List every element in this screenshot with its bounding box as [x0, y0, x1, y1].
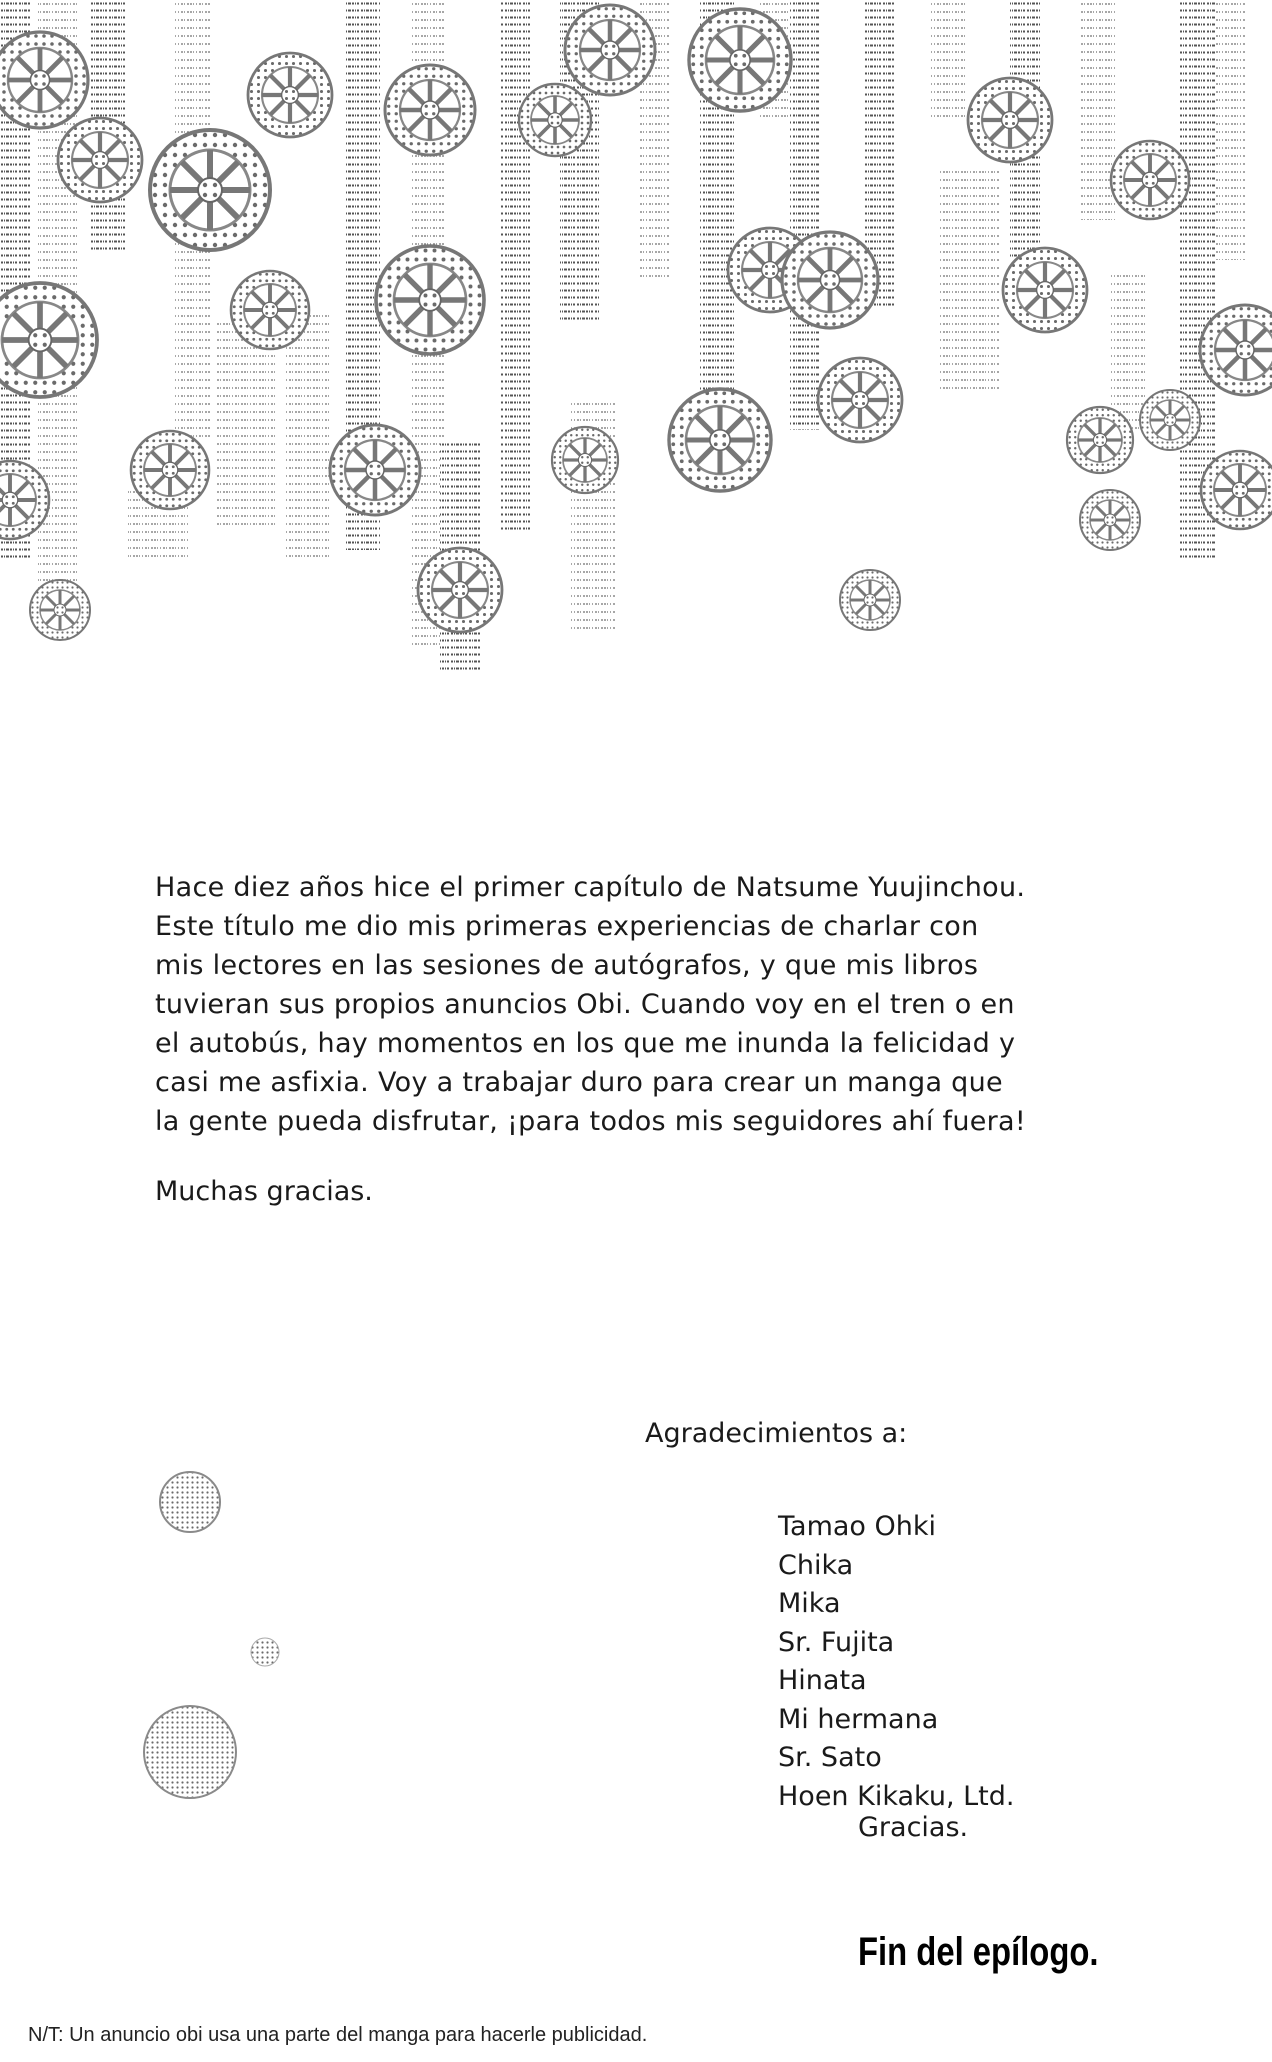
acknowledgements-closing: Gracias. [858, 1812, 969, 1843]
texture-stripe [1080, 0, 1115, 220]
wheel-ornament [385, 65, 475, 155]
acknowledgement-name: Sr. Sato [778, 1742, 882, 1773]
wheel-ornament [150, 130, 270, 250]
acknowledgement-name: Mi hermana [778, 1703, 939, 1735]
acknowledgements-heading: Agradecimientos a: [645, 1418, 908, 1449]
decorative-header-illustration [0, 0, 1272, 680]
wheel-ornament [1067, 407, 1133, 473]
texture-stripe [215, 320, 275, 530]
end-label: Fin del epílogo. [858, 1930, 1099, 1974]
wheel-ornament [689, 9, 791, 111]
wheel-ornament [968, 78, 1052, 162]
texture-stripe [1215, 0, 1245, 260]
wheel-ornament [0, 283, 97, 397]
texture-stripe [1110, 270, 1145, 430]
wheel-ornament [418, 548, 502, 632]
wheel-ornament [519, 84, 591, 156]
acknowledgement-name: Sr. Fujita [778, 1626, 895, 1658]
wheel-ornament [1080, 490, 1140, 550]
texture-stripe [500, 0, 530, 530]
wheel-ornament [1201, 451, 1272, 529]
wheel-ornament [1111, 141, 1189, 219]
afterword-closing: Muchas gracias. [155, 1176, 373, 1207]
acknowledgement-name: Hoen Kikaku, Ltd. [778, 1780, 1015, 1812]
afterword-line: casi me asfixia. Voy a trabajar duro para crear un manga que [155, 1067, 1003, 1098]
wheel-ornament [330, 425, 420, 515]
afterword-line: mis lectores en las sesiones de autógrafos, y que mis libros [155, 950, 979, 981]
wheel-ornament [376, 246, 484, 354]
texture-stripe [940, 170, 1000, 390]
decorative-footer-circles [130, 1470, 310, 1830]
wheel-ornament [0, 32, 88, 128]
texture-circle [144, 1706, 236, 1798]
acknowledgement-name: Hinata [778, 1665, 867, 1696]
wheel-ornament [1140, 390, 1200, 450]
acknowledgement-name: Chika [778, 1549, 854, 1581]
wheel-ornament [782, 232, 878, 328]
afterword-line: la gente pueda disfrutar, ¡para todos mis seguidores ahí fuera! [155, 1106, 1027, 1137]
afterword-message [155, 868, 1135, 1141]
wheel-ornament [565, 5, 655, 95]
acknowledgement-name: Tamao Ohki [778, 1511, 937, 1542]
texture-stripe [930, 0, 965, 120]
afterword-line: Hace diez años hice el primer capítulo de Natsume Yuujinchou. [155, 872, 1026, 903]
wheel-ornament [231, 271, 309, 349]
wheel-ornament [30, 580, 90, 640]
wheel-ornament [58, 118, 142, 202]
wheel-ornament [131, 431, 209, 509]
wheel-ornament [1003, 248, 1087, 332]
wheel-ornament [818, 358, 902, 442]
acknowledgement-name: Mika [778, 1588, 841, 1619]
afterword-line: tuvieran sus propios anuncios Obi. Cuando voy en el tren o en [155, 989, 1015, 1020]
wheel-ornament [669, 389, 771, 491]
texture-circle [160, 1472, 220, 1532]
afterword-line: Este título me dio mis primeras experiencias de charlar con [155, 911, 979, 942]
wheel-ornament [248, 53, 332, 137]
afterword-line: el autobús, hay momentos en los que me inunda la felicidad y [155, 1028, 1016, 1059]
wheel-ornament [1200, 305, 1272, 395]
texture-stripe [285, 310, 330, 560]
texture-stripe [790, 0, 820, 430]
translator-note: N/T: Un anuncio obi usa una parte del manga para hacerle publicidad. [28, 2024, 648, 2046]
wheel-ornament [840, 570, 900, 630]
texture-circle [251, 1638, 279, 1666]
wheel-ornament [552, 427, 618, 493]
acknowledgements-list [778, 1508, 1014, 1816]
